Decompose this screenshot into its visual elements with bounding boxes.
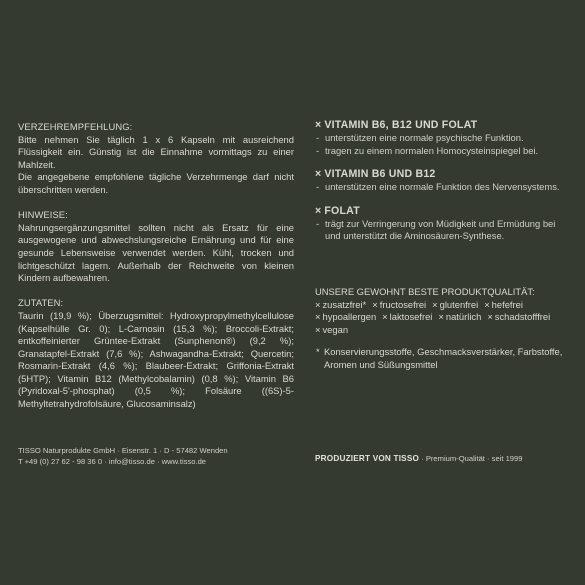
quality-tags <box>315 299 567 337</box>
claim-item <box>315 181 567 194</box>
quality-tag <box>315 311 376 324</box>
claim-block <box>315 119 567 157</box>
claim-item <box>315 218 567 243</box>
claim-item <box>315 145 567 158</box>
quality-tag-text: hypoallergen <box>322 311 377 323</box>
notes-heading: HINWEISE: <box>18 209 68 221</box>
cross-icon: × <box>315 168 322 181</box>
claim-heading <box>315 168 567 181</box>
claim-item-text: unterstützen eine normale Funktion des Nervensystems. <box>325 181 560 193</box>
claim-block <box>315 205 567 243</box>
dash-bullet: - <box>316 144 320 156</box>
claim-item <box>315 132 567 145</box>
claim-block <box>315 168 567 194</box>
quality-tag <box>438 311 481 324</box>
health-claims <box>315 119 567 243</box>
footnote-text: Konservierungsstoffe, Geschmacksverstärker, Farbstoffe, Aromen und Süßungsmittel <box>324 346 563 370</box>
quality-tag-text: zusatzfrei* <box>322 298 367 310</box>
left-column <box>18 121 294 423</box>
ingredients-heading: ZUTATEN: <box>18 297 64 309</box>
cross-icon: × <box>315 119 322 131</box>
quality-tag <box>382 311 432 324</box>
intake-section <box>18 121 294 197</box>
quality-tag <box>484 299 523 312</box>
quality-tag-text: glutenfrei <box>439 298 479 310</box>
quality-tag-text: laktosefrei <box>389 311 433 323</box>
producer-tagline: · Premium-Qualität · seit 1999 <box>419 454 523 463</box>
quality-tag-text: hefefrei <box>491 298 523 310</box>
company-address <box>18 445 228 467</box>
quality-tag-text: fructosefrei <box>379 298 427 310</box>
dash-bullet: - <box>316 217 320 229</box>
ingredients-text: Taurin (19,9 %); Überzugsmittel: Hydroxypropylmethylcellulose (Kapselhülle Gr. 0); L-Carnosin (15,3 %); Broccoli-Extrakt; entkoffeinierter Grüntee-Extrakt (Sunphenon®) (9,2 %); Granatapfel-Extrakt (7,6 %); Ashwagandha-Extrakt; Quercetin; Rosmarin-Extrakt (4,6 %); Blaubeer-Extrakt; Griffonia-Extrakt (5HTP); Vitamin B12 (Methylcobalamin) (0,8 %); Vitamin B6 (Pyridoxal-5'-phosphat) (0,5 %); Folsäure ((6S)-5-Methyltetrahydrofolsäure, Glucosaminsalz) <box>18 309 294 410</box>
quality-tag-text: vegan <box>322 323 349 335</box>
footnote-star: * <box>316 346 320 358</box>
quality-tag <box>315 299 366 312</box>
quality-tag <box>372 299 426 312</box>
right-column <box>315 119 567 372</box>
quality-heading: UNSERE GEWOHNT BESTE PRODUKTQUALITÄT: <box>315 285 535 297</box>
cross-icon: × <box>432 298 438 310</box>
claim-item-text: tragen zu einem normalen Homocysteinspiegel bei. <box>325 144 539 156</box>
intake-heading: VERZEHREMPFEHLUNG: <box>18 121 133 132</box>
contact-line: T +49 (0) 27 62 - 98 36 0 · info@tisso.de · www.tisso.de <box>18 457 207 466</box>
cross-icon: × <box>315 204 322 217</box>
cross-icon: × <box>487 311 493 323</box>
address-line: TISSO Naturprodukte GmbH · Eisenstr. 1 · D - 57482 Wenden <box>18 446 228 455</box>
ingredients-section <box>18 297 294 410</box>
claim-item-text: trägt zur Verringerung von Müdigkeit und Ermüdung bei und unterstützt die Aminosäuren-Synthese. <box>325 217 556 242</box>
claim-heading <box>315 119 567 132</box>
quality-footnote <box>315 346 567 371</box>
cross-icon: × <box>315 311 321 323</box>
quality-tag <box>487 311 550 324</box>
cross-icon: × <box>382 311 388 323</box>
dash-bullet: - <box>316 181 320 193</box>
cross-icon: × <box>484 298 490 310</box>
producer-line <box>315 453 522 464</box>
producer-name: PRODUZIERT VON TISSO <box>315 454 420 463</box>
quality-tag-text: natürlich <box>445 311 482 323</box>
claim-heading-text: VITAMIN B6, B12 UND FOLAT <box>324 119 478 131</box>
quality-tag <box>432 299 478 312</box>
notes-text: Nahrungsergänzungsmittel sollten nicht als Ersatz für eine ausgewogene und abwechslungsreiche Ernährung und für eine gesunde Lebensweise verwendet werden. Kühl, trocken und lichtgeschützt lagern. Außerhalb der Reichweite von kleinen Kindern aufbewahren. <box>18 221 294 284</box>
cross-icon: × <box>315 298 321 310</box>
claim-heading-text: FOLAT <box>324 204 360 217</box>
cross-icon: × <box>372 298 378 310</box>
intake-text-2: Die angegebene empfohlene tägliche Verzehrmenge darf nicht überschritten werden. <box>18 171 294 195</box>
claim-heading-text: VITAMIN B6 UND B12 <box>324 168 436 181</box>
intake-text-1: Bitte nehmen Sie täglich 1 x 6 Kapseln mit ausreichend Flüssigkeit ein. Günstig ist die Einnahme vormittags zu einer Mahlzeit. <box>18 133 294 170</box>
claim-item-text: unterstützen eine normale psychische Funktion. <box>325 132 524 143</box>
claim-heading <box>315 205 567 218</box>
cross-icon: × <box>438 311 444 323</box>
cross-icon: × <box>315 323 321 335</box>
quality-tag-text: schadstofffrei <box>494 311 551 323</box>
notes-section <box>18 209 294 285</box>
dash-bullet: - <box>316 132 320 143</box>
quality-tag <box>315 324 348 337</box>
